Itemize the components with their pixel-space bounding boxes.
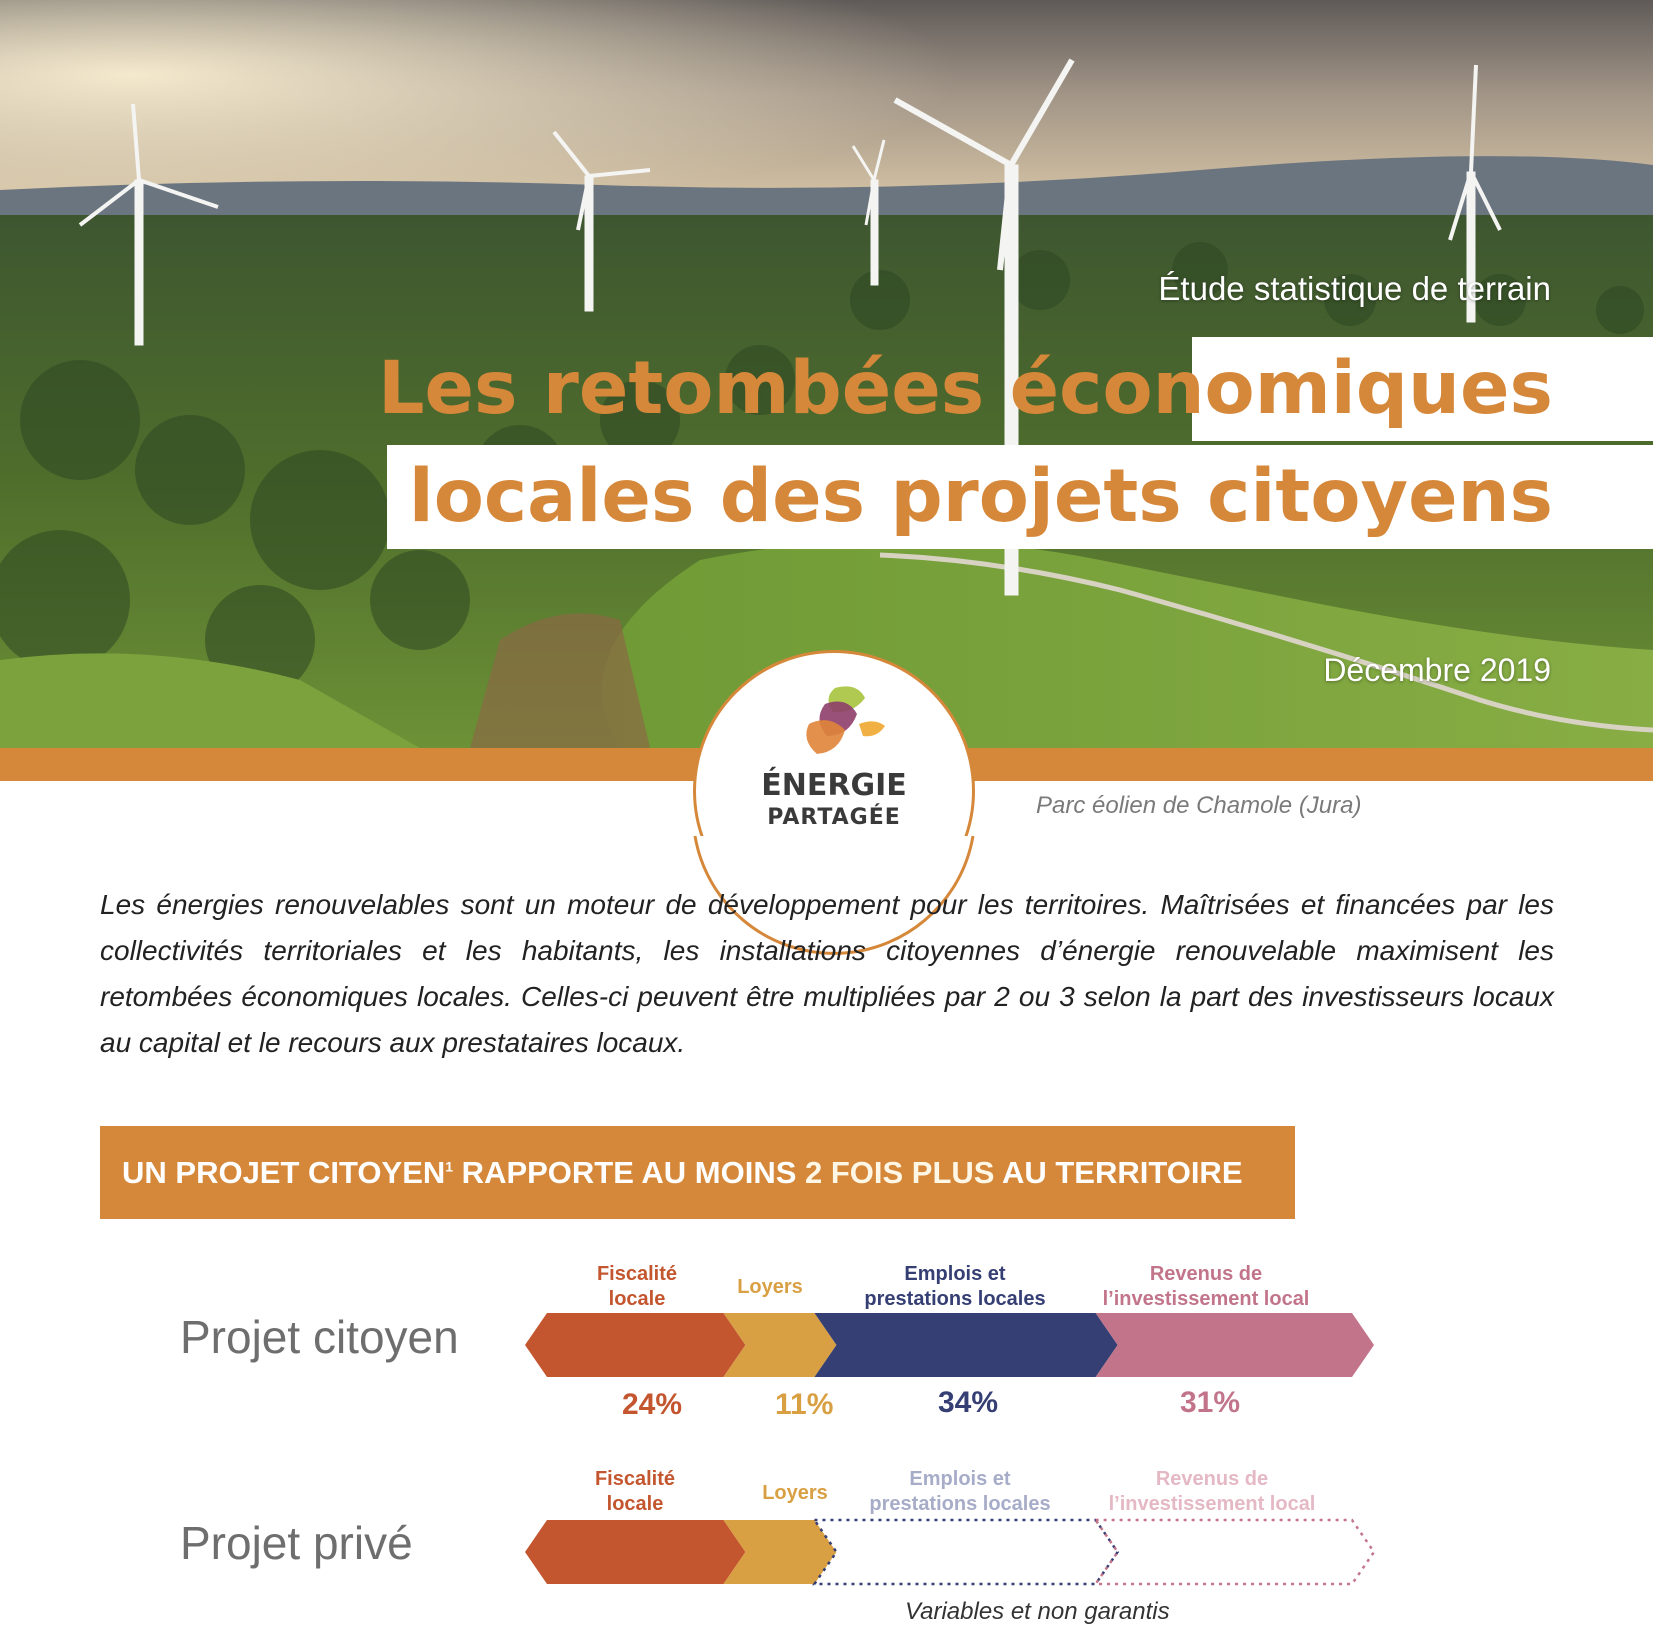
cat-revenus-l2: l’investissement local [1102,1288,1310,1310]
bar-citoyen-revenus [1096,1313,1374,1377]
heading-part1: UN PROJET CITOYEN [122,1155,446,1190]
footnote-mark: 1 [445,1158,454,1175]
bar-citoyen-emplois [814,1313,1117,1377]
cat-emplois-prive-l1: Emplois et [909,1468,1011,1490]
heading-emphasis: 2 FOIS PLUS [805,1155,995,1190]
cat-emplois-prive-l2: prestations locales [869,1493,1051,1515]
cat-emplois-l2: prestations locales [864,1288,1046,1310]
pct-loyers: 11% [775,1388,834,1421]
pct-fiscalite: 24% [622,1388,683,1421]
variable-note: Variables et non garantis [905,1598,1170,1625]
intro-paragraph: Les énergies renouvelables sont un moteur de développement pour les territoires. Maîtrisées et financées par les collectivités territoriales et les habitants, les installations citoyennes d’énergie renouvelable maximisent les retombées économiques locales. Celles-ci peuvent être multipliées par 2 ou 3 selon la part des investisseurs locaux au capital et le recours aux prestataires locaux. [100,889,1554,1058]
cat-fiscalite-prive-l1: Fiscalité [594,1468,676,1490]
row-label-citoyen: Projet citoyen [180,1311,459,1363]
bar-prive-fiscalite [525,1520,745,1584]
heading-part3: AU TERRITOIRE [994,1155,1243,1190]
heading-part2: RAPPORTE AU MOINS [453,1155,805,1190]
cat-loyers-prive-l1: Loyers [762,1482,828,1504]
title-line2: locales des projets citoyens [408,454,1553,539]
cat-loyers-l1: Loyers [737,1276,803,1298]
cat-fiscalite-prive-l2: locale [606,1493,664,1515]
cat-fiscalite-l1: Fiscalité [596,1263,678,1285]
logo-line1: ÉNERGIE [761,768,907,803]
pct-revenus: 31% [1180,1386,1241,1419]
cat-revenus-l1: Revenus de [1149,1263,1263,1285]
title-line1: Les retombées économiques [378,346,1553,431]
bar-prive-revenus [1096,1520,1374,1584]
bar-citoyen-fiscalite [525,1313,745,1377]
cat-revenus-prive-l1: Revenus de [1155,1468,1269,1490]
cat-revenus-prive-l2: l’investissement local [1108,1493,1316,1515]
bar-prive-emplois [814,1520,1117,1584]
publication-date: Décembre 2019 [1323,652,1551,688]
cat-fiscalite-l2: locale [608,1288,666,1310]
pct-emplois: 34% [938,1386,999,1419]
study-kicker: Étude statistique de terrain [1158,270,1551,307]
row-label-prive: Projet privé [180,1517,413,1569]
logo-line2: PARTAGÉE [767,805,901,830]
photo-caption: Parc éolien de Chamole (Jura) [1036,792,1362,819]
cat-emplois-l1: Emplois et [904,1263,1006,1285]
